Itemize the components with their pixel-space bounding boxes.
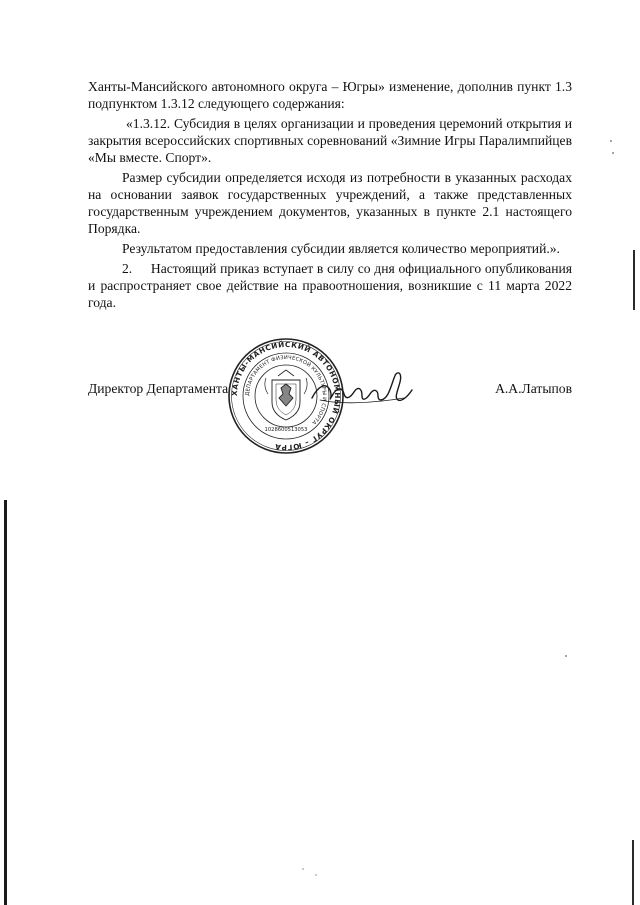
seal-ogrn: 1028600513053 [264,427,308,433]
signature-block [88,380,572,400]
paragraph-subsidy-amount: Размер субсидии определяется исходя из потребности в указанных расходах на основании заявок государственных учреждений, а также представленных государственным учреждением документов, указанных в пункте 2.1 настоящего Порядка. [88,170,572,236]
signer-name: А.А.Латыпов [495,381,572,396]
scan-speck [565,655,567,657]
signer-title: Директор Департамента [88,381,229,396]
seal-outer-text: ХАНТЫ-МАНСИЙСКИЙ АВТОНОМНЫЙ ОКРУГ – ЮГРА [229,339,343,453]
scan-speck [610,140,612,142]
scan-edge-line-right [633,250,635,310]
scan-speck [315,874,317,876]
scan-speck [612,152,614,154]
scan-edge-line-left [4,500,7,905]
seal-inner-text: ДЕПАРТАМЕНТ ФИЗИЧЕСКОЙ КУЛЬТУРЫ И СПОРТА [244,354,328,426]
paragraph-continuation: Ханты-Мансийского автономного округа – Югры» изменение, дополнив пункт 1.3 подпунктом 1.3.12 следующего содержания: [88,79,572,111]
paragraph-subclause-1-3-12: «1.3.12. Субсидия в целях организации и проведения церемоний открытия и закрытия всероссийских спортивных соревнований «Зимние Игры Паралимпийцев «Мы вместе. Спорт». [88,116,572,165]
scan-speck [302,868,304,870]
document-body [88,78,572,311]
scan-edge-line-right-bottom [632,840,634,905]
paragraph-effective-date: 2. Настоящий приказ вступает в силу со дня официального опубликования и распространяет свое действие на правоотношения, возникшие с 11 марта 2022 года. [88,261,572,310]
paragraph-subsidy-result: Результатом предоставления субсидии является количество мероприятий.». [122,241,560,256]
